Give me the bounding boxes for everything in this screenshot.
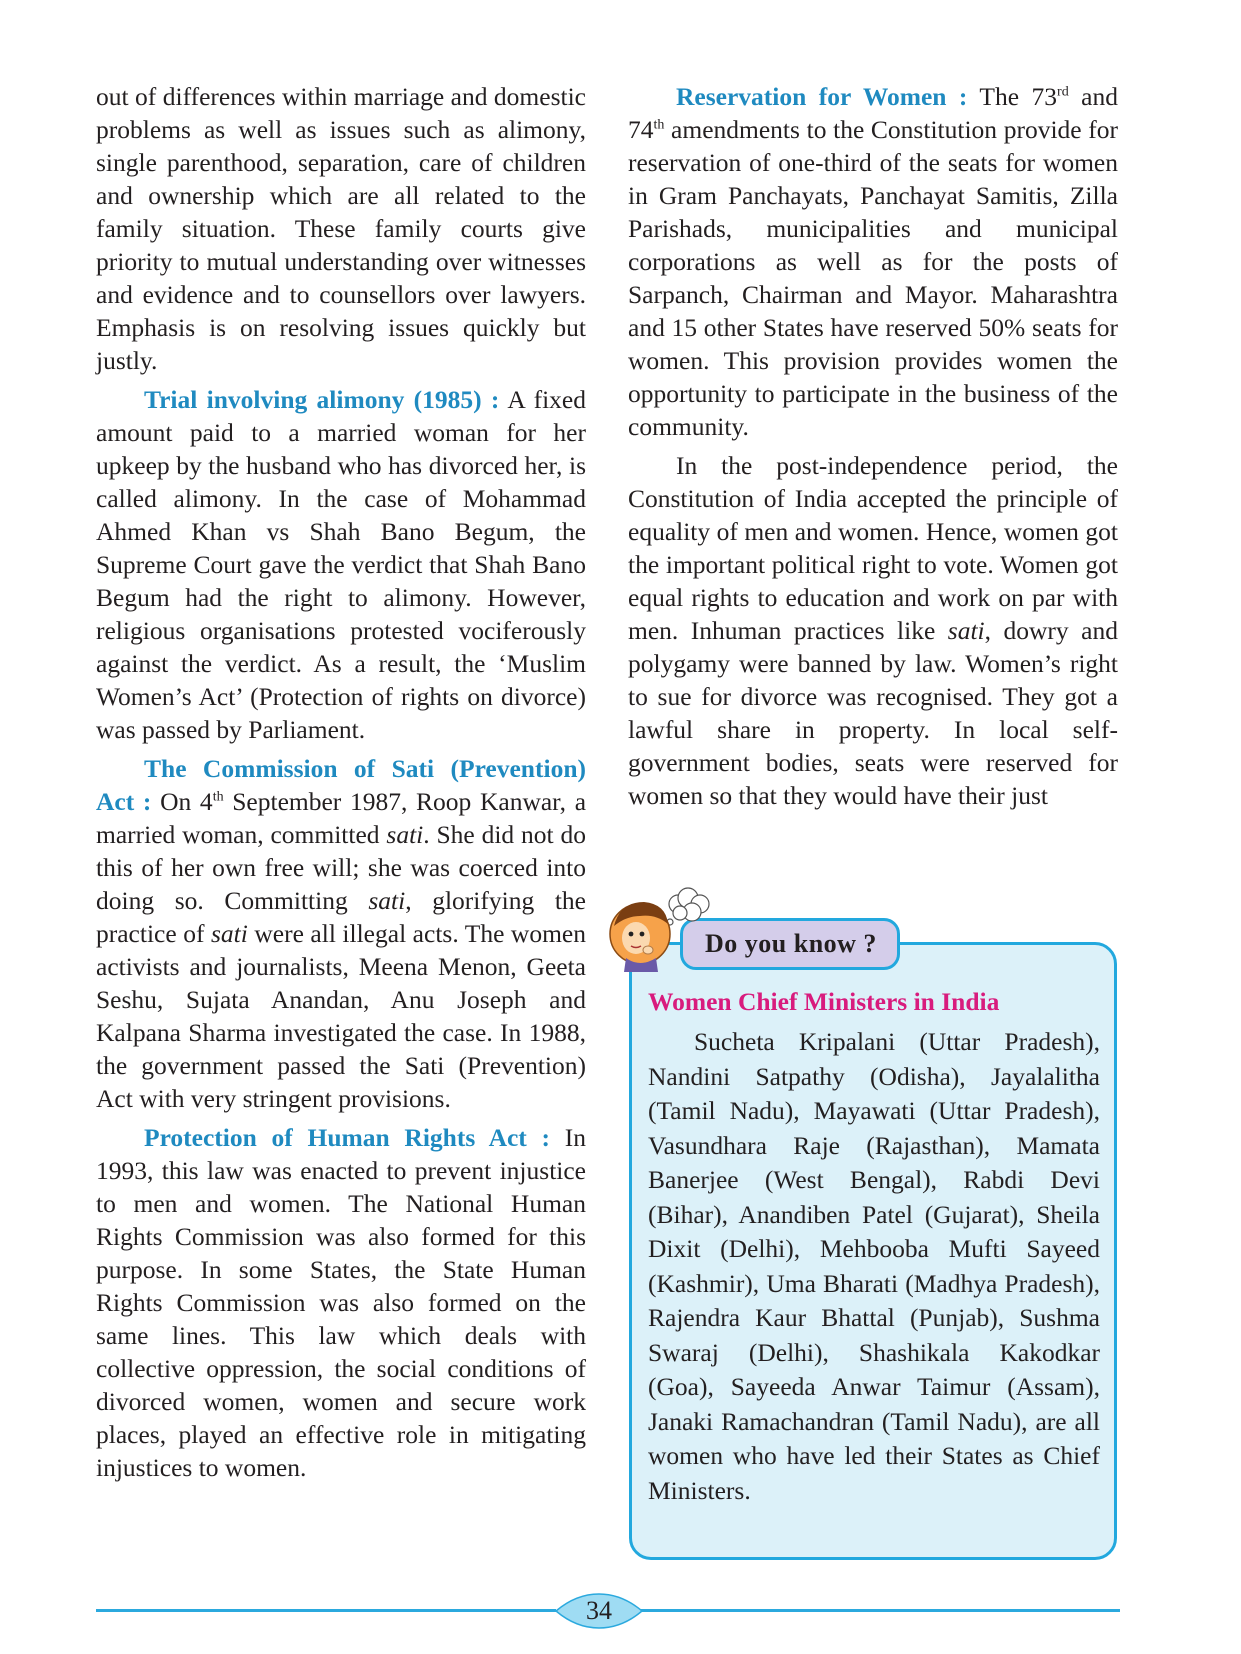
italic-sati: sati	[368, 886, 406, 915]
footer-rule-right	[640, 1609, 1120, 1612]
right-column	[628, 80, 1118, 818]
italic-sati: sati	[210, 919, 248, 948]
footer-rule-left	[96, 1609, 556, 1612]
page-number: 34	[586, 1596, 612, 1625]
text-sati-c: . She did not do this of her own free will; she was coerced into doing so. Committing	[96, 820, 586, 915]
italic-sati: sati	[947, 616, 985, 645]
text-post-independence-a: In the post-independence period, the Constitution of India accepted the principle of equality of men and women. Hence, women got the important political right to vote. Women got equal rights to education and work on par with men. Inhuman practices like	[628, 451, 1118, 645]
superscript-th: th	[653, 117, 665, 133]
superscript-rd: rd	[1057, 84, 1069, 100]
do-you-know-heading: Women Chief Ministers in India	[648, 987, 1000, 1016]
text-sati-b: September 1987, Roop Kanwar, a married woman, committed	[96, 787, 587, 849]
do-you-know-text: Sucheta Kripalani (Uttar Pradesh), Nandini Satpathy (Odisha), Jayalalitha (Tamil Nadu), Mayawati (Uttar Pradesh), Vasundhara Raje (Rajasthan), Mamata Banerjee (West Bengal), Rabdi Devi (Bihar), Anandiben Patel (Gujarat), Sheila Dixit (Delhi), Mehbooba Mufti Sayeed (Kashmir), Uma Bharati (Madhya Pradesh), Rajendra Kaur Bhattal (Punjab), Sushma Swaraj (Delhi), Shashikala Kakodkar (Goa), Sayeeda Anwar Taimur (Assam), Janaki Ramachandran (Tamil Nadu), are all women who have led their States as Chief Ministers.	[648, 1027, 1100, 1505]
italic-sati: sati	[386, 820, 424, 849]
text-sati-a: On 4	[151, 787, 213, 816]
paragraph-alimony	[96, 383, 586, 746]
paragraph-family-courts: out of differences within marriage and domestic problems as well as issues such as alimony, single parenthood, separation, care of children and ownership which are all related to the family situation. These family courts give priority to mutual understanding over witnesses and evidence and to counsellors over lawyers. Emphasis is on resolving issues quickly but justly.	[96, 82, 586, 375]
heading-alimony: Trial involving alimony (1985) :	[144, 385, 500, 414]
do-you-know-body	[648, 1025, 1100, 1508]
text-human-rights: In 1993, this law was enacted to prevent injustice to men and women. The National Human Rights Commission was also formed for this purpose. In some States, the State Human Rights Commission was also formed on the same lines. This law which deals with collective oppression, the social conditions of divorced women, women and secure work places, played an effective role in mitigating injustices to women.	[96, 1123, 586, 1482]
text-alimony: A fixed amount paid to a married woman for her upkeep by the husband who has divorced her, is called alimony. In the case of Mohammad Ahmed Khan vs Shah Bano Begum, the Supreme Court gave the verdict that Shah Bano Begum had the right to alimony. However, religious organisations protested vociferously against the verdict. As a result, the ‘Muslim Women’s Act’ (Protection of rights on divorce) was passed by Parliament.	[96, 385, 587, 744]
paragraph-post-independence	[628, 449, 1118, 812]
text-sati-e: were all illegal acts. The women activists and journalists, Meena Menon, Geeta Seshu, Sujata Anandan, Anu Joseph and Kalpana Sharma investigated the case. In 1988, the government passed the Sati (Prevention) Act with very stringent provisions.	[96, 919, 586, 1113]
do-you-know-tab: Do you know ?	[680, 918, 900, 970]
text-reservation-b: and 74	[628, 82, 1119, 144]
paragraph-sati-act	[96, 752, 586, 1115]
left-column	[96, 80, 586, 1490]
superscript-th: th	[212, 789, 224, 805]
heading-human-rights: Protection of Human Rights Act :	[144, 1123, 551, 1152]
text-sati-d: , glorifying the practice of	[96, 886, 586, 948]
thinking-boy-icon	[606, 886, 716, 986]
paragraph-human-rights	[96, 1121, 586, 1484]
heading-reservation: Reservation for Women :	[676, 82, 968, 111]
text-post-independence-b: , dowry and polygamy were banned by law. Women’s right to sue for divorce was recognised. They got a lawful share in property. In local self-government bodies, seats were reserved for women so that they would have their just	[628, 616, 1118, 810]
page-number-badge	[556, 1592, 642, 1630]
heading-sati-act: The Commission of Sati (Prevention) Act :	[96, 754, 586, 816]
paragraph-reservation	[628, 80, 1118, 443]
text-reservation-c: amendments to the Constitution provide for reservation of one-third of the seats for women in Gram Panchayats, Panchayat Samitis, Zilla Parishads, municipalities and municipal corporations as well as for the posts of Sarpanch, Chairman and Mayor. Maharashtra and 15 other States have reserved 50% seats for women. This provision provides women the opportunity to participate in the business of the community.	[628, 115, 1118, 441]
text-reservation-a: The 73	[967, 82, 1058, 111]
